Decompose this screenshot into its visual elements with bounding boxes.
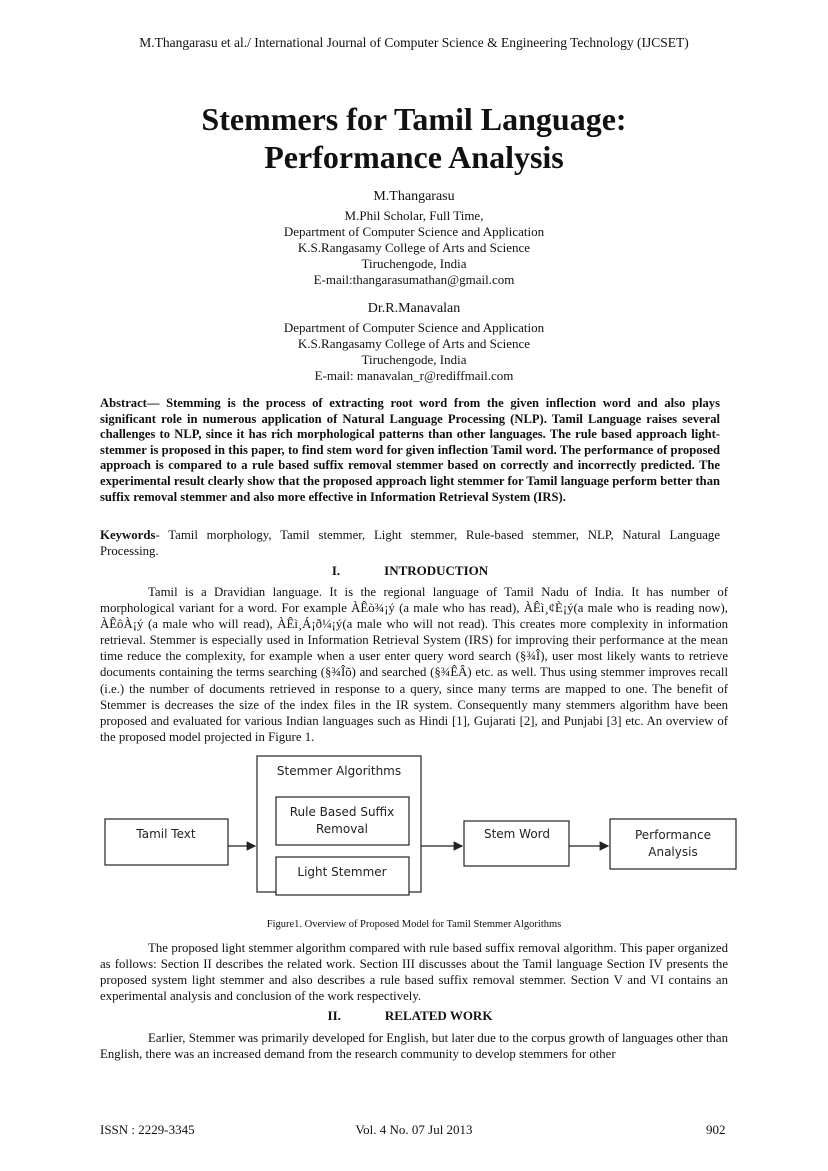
tamil-text-label: Tamil Text <box>136 827 196 841</box>
intro-paragraph-1 <box>100 584 728 745</box>
figure-1-diagram <box>100 752 740 902</box>
paper-title-line-1: Stemmers for Tamil Language: <box>201 101 627 137</box>
author-name: M.Thangarasu <box>373 189 455 204</box>
performance-label-line-2: Analysis <box>648 845 698 859</box>
author-affiliation-line: Department of Computer Science and Application <box>283 320 545 335</box>
author-affiliation-line: Department of Computer Science and Application <box>283 224 545 239</box>
author-affiliation-line: K.S.Rangasamy College of Arts and Science <box>297 240 531 255</box>
section-number: I. <box>331 563 341 578</box>
author-email: E-mail:thangarasumathan@gmail.com <box>313 272 515 287</box>
section-title: INTRODUCTION <box>384 563 489 578</box>
author-email: E-mail: manavalan_r@rediffmail.com <box>314 368 514 383</box>
related-work-paragraph-1 <box>100 1030 728 1062</box>
section-title: RELATED WORK <box>384 1008 493 1023</box>
figure-1-caption: Figure1. Overview of Proposed Model for Tamil Stemmer Algorithms <box>266 919 562 930</box>
author-affiliation-line: Tiruchengode, India <box>361 352 467 367</box>
performance-label-line-1: Performance <box>634 828 712 842</box>
performance-analysis-box <box>610 819 736 869</box>
stemmer-algorithms-title: Stemmer Algorithms <box>276 764 402 778</box>
light-stemmer-label: Light Stemmer <box>297 865 387 879</box>
stem-word-label: Stem Word <box>483 827 551 841</box>
section-heading-introduction <box>100 563 720 579</box>
abstract: Abstract— Stemming is the process of extracting root word from the given inflection word and also plays significant role in numerous application of Natural Language Processing (NLP). Tamil Language raises several challenges to NLP, since it has rich morphological patterns than other languages. The rule based approach light-stemmer is proposed in this paper, to find stem word for given inflection Tamil word. The performance of proposed approach is compared to a rule based suffix removal stemmer based on correctly and incorrectly predicted. The experimental result clearly show that the proposed approach light stemmer for Tamil language perform better than suffix removal stemmer and also more effective in Information Retrieval System (IRS). <box>100 396 720 504</box>
footer-issn: ISSN : 2229-3345 <box>100 1122 195 1137</box>
paper-title <box>0 100 828 176</box>
footer-volume: Vol. 4 No. 07 Jul 2013 <box>355 1122 473 1137</box>
section-number: II. <box>327 1008 341 1023</box>
author-2 <box>0 300 828 384</box>
running-header: M.Thangarasu et al./ International Journal of Computer Science & Engineering Technology (IJCSET) <box>139 35 689 50</box>
keywords <box>100 527 720 559</box>
author-affiliation-line: K.S.Rangasamy College of Arts and Science <box>297 336 531 351</box>
author-affiliation-line: Tiruchengode, India <box>361 256 467 271</box>
intro-paragraph-2 <box>100 940 728 1004</box>
paper-title-line-2: Performance Analysis <box>264 139 564 175</box>
keywords-label: Keywords <box>100 528 156 542</box>
tamil-text-box <box>105 819 228 865</box>
author-affiliation-line: M.Phil Scholar, Full Time, <box>344 208 484 223</box>
rule-based-label-line-2: Removal <box>315 822 369 836</box>
keywords-text: - Tamil morphology, Tamil stemmer, Light stemmer, Rule-based stemmer, NLP, Natural Language Processing. <box>100 528 720 558</box>
rule-based-label-line-1: Rule Based Suffix <box>289 805 395 819</box>
footer-page-number: 902 <box>706 1122 726 1137</box>
author-name: Dr.R.Manavalan <box>367 301 461 316</box>
author-1 <box>0 188 828 288</box>
section-heading-related-work <box>100 1008 720 1024</box>
paragraph-text: The proposed light stemmer algorithm compared with rule based suffix removal algorithm. This paper organized as follows: Section II describes the related work. Section III discusses about the Tamil language Section IV presents the proposed system light stemmer and also describes a rule based suffix removal stemmer. Section V and VI contains an experimental analysis and conclusion of the work respectively. <box>100 941 728 1004</box>
paragraph-text: Tamil is a Dravidian language. It is the regional language of Tamil Nadu of India. It has number of morphological variant for a word. For example ÀÊò¾¡ý (a male who has read), ÀÊì¸¢È¡ý(a male who is reading now), ÀÊôÀ¡ý (a male who will read), ÀÊì¸Á¡ð¼¡ý(a male who will not read). This creates more complexity in information retrieval. Stemmer is especially used in Information Retrieval System (IRS) for improving their performance at the mean time reduce the complexity, for example when a user enter query word search (§¾Î), user most likely wants to retrieve documents containing the terms searching (§¾Îõ) and searched (§¾ÊÂ) etc. as well. Thus using stemmer improves recall (i.e.) the number of documents retrieved in response to a query, since many terms are mapped to one. The benefit of Stemmer is decreases the size of the index files in the IR system. Consequently many stemmers algorithm have been proposed and evaluated for various Indian languages such as Hindi [1], Gujarati [2], and Punjabi [3] etc. An overview of the proposed model projected in Figure 1. <box>100 585 728 744</box>
paragraph-text: Earlier, Stemmer was primarily developed for English, but later due to the corpus growth of languages other than English, there was an increased demand from the research community to develop stemmers for other <box>100 1031 728 1062</box>
